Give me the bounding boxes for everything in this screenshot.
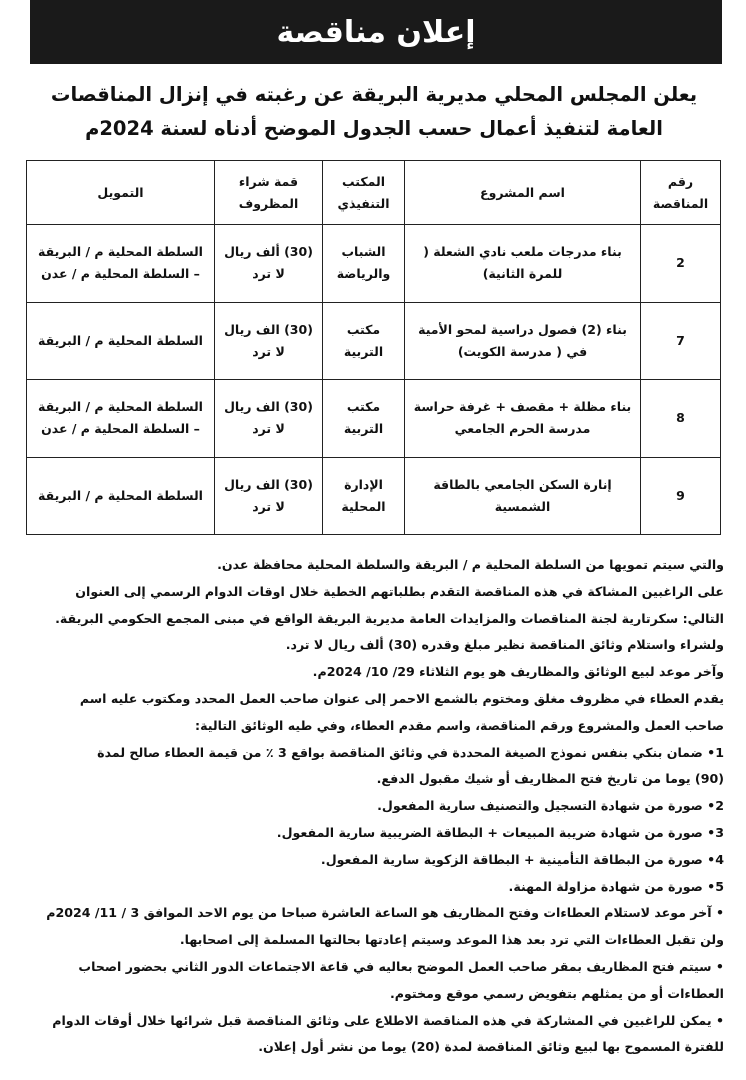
- cell-tender-number: 9: [641, 457, 721, 535]
- envelope-line-1: يقدم العطاء في مظروف مغلق ومختوم بالشمع الاحمر إلى عنوان صاحب العمل المحدد ومكتوب عليه اسم: [79, 690, 724, 706]
- header-envelope-price: قمة شراء المظروف: [215, 161, 323, 225]
- cell-executive-office: مكتب التربية: [323, 302, 405, 380]
- apply-line-2: التالي: سكرتارية لجنة المناقصات والمزايدات العامة مديرية البريقة الواقع في مبنى المجمع الحكومي البريقة.: [55, 610, 724, 626]
- cell-executive-office: الإدارة المحلية: [323, 457, 405, 535]
- funding-note: والتي سيتم تمويها من السلطة المحلية م / البريقة والسلطة المحلية محافظة عدن.: [217, 557, 724, 572]
- intro-heading: [28, 78, 720, 146]
- announcement-title: إعلان مناقصة: [276, 14, 476, 50]
- document-4: 4• صورة من البطاقة التأمينية + البطاقة الزكوية سارية المفعول.: [320, 851, 724, 867]
- apply-line-1: على الراغبين المشاكة في هذه المناقصة التقدم بطلباتهم الخطية خلال اوقات الدوام الرسمي إلى العنوان: [75, 583, 724, 599]
- header-funding: التمويل: [27, 161, 215, 225]
- table-row: [27, 457, 721, 535]
- announcement-body: [24, 552, 724, 1061]
- cell-funding: السلطة المحلية م / البريقة – السلطة المحلية م / عدن: [27, 380, 215, 458]
- cell-project-name: إنارة السكن الجامعي بالطاقة الشمسية: [405, 457, 641, 535]
- intro-line-1: يعلن المجلس المحلي مديرية البريقة عن رغبته في إنزال المناقصات: [50, 83, 698, 106]
- cell-envelope-price: (30) الف ريال لا ترد: [215, 302, 323, 380]
- intro-line-2: العامة لتنفيذ أعمال حسب الجدول الموضح أدناه لسنة 2024م: [85, 117, 663, 140]
- header-tender-number: رقم المناقصة: [641, 161, 721, 225]
- header-executive-office: المكتب التنفيذي: [323, 161, 405, 225]
- cell-project-name: بناء (2) فصول دراسية لمحو الأمية في ( مدرسة الكويت): [405, 302, 641, 380]
- opening-line-1: • سيتم فتح المظاريف بمقر صاحب العمل الموضح بعاليه في قاعة الاجتماعات الدور الثاني بحضور اصحاب: [78, 958, 724, 974]
- deadline-line-1: • آخر موعد لاستلام العطاءات وفتح المظاريف هو الساعة العاشرة صباحا من يوم الاحد الموافق 3 / 11/ 2024م: [46, 905, 724, 921]
- opening-line-2: العطاءات أو من يمثلهم بتفويض رسمي موقع ومختوم.: [389, 985, 724, 1001]
- cell-project-name: بناء مدرجات ملعب نادي الشعلة ( للمرة الثانية): [405, 225, 641, 303]
- deadline-line-2: ولن تقبل العطاءات التي ترد بعد هذا الموعد وسيتم إعادتها بحالتها المسلمة إلى اصحابها.: [179, 932, 724, 948]
- cell-funding: السلطة المحلية م / البريقة: [27, 302, 215, 380]
- cell-envelope-price: (30) ألف ريال لا ترد: [215, 225, 323, 303]
- cell-tender-number: 2: [641, 225, 721, 303]
- tenders-table: [26, 160, 721, 535]
- cell-project-name: بناء مظلة + مقصف + غرفة حراسة مدرسة الحرم الجامعي: [405, 380, 641, 458]
- table-row: [27, 302, 721, 380]
- table-row: [27, 225, 721, 303]
- document-2: 2• صورة من شهادة التسجيل والتصنيف سارية المفعول.: [377, 798, 724, 814]
- document-3: 3• صورة من شهادة ضريبة المبيعات + البطاقة الضريبية سارية المفعول.: [276, 824, 724, 840]
- announcement-banner: [30, 0, 722, 64]
- cell-envelope-price: (30) الف ريال لا ترد: [215, 380, 323, 458]
- document-1-line-1: 1• ضمان بنكي بنفس نموذج الصيغة المحددة في وثائق المناقصة بواقع 3 ٪ من قيمة العطاء صالح لمدة: [97, 744, 724, 760]
- review-line-1: • يمكن للراغبين في المشاركة في هذه المناقصة الاطلاع على وثائق المناقصة قبل شرائها خلال أوقات الدوام: [52, 1012, 724, 1028]
- last-sale-date: وآخر موعد لبيع الوثائق والمظاريف هو يوم الثلاثاء 29/ 10/ 2024م.: [312, 664, 724, 680]
- purchase-terms: ولشراء واستلام وثائق المناقصة نظير مبلغ وقدره (30) ألف ريال لا ترد.: [285, 637, 724, 653]
- document-1-line-2: (90) يوما من تاريخ فتح المظاريف أو شيك مقبول الدفع.: [376, 771, 724, 787]
- header-project-name: اسم المشروع: [405, 161, 641, 225]
- cell-funding: السلطة المحلية م / البريقة – السلطة المحلية م / عدن: [27, 225, 215, 303]
- cell-funding: السلطة المحلية م / البريقة: [27, 457, 215, 535]
- cell-tender-number: 7: [641, 302, 721, 380]
- table-row: [27, 380, 721, 458]
- table-header-row: [27, 161, 721, 225]
- review-line-2: للفترة المسموح بها لبيع وثائق المناقصة لمدة (20) يوما من نشر أول إعلان.: [258, 1039, 724, 1055]
- cell-envelope-price: (30) الف ريال لا ترد: [215, 457, 323, 535]
- envelope-line-2: صاحب العمل والمشروع ورقم المناقصة، واسم مقدم العطاء، وفي طيه الوثائق التالية:: [195, 717, 724, 733]
- cell-executive-office: مكتب التربية: [323, 380, 405, 458]
- cell-tender-number: 8: [641, 380, 721, 458]
- cell-executive-office: الشباب والرياضة: [323, 225, 405, 303]
- document-5: 5• صورة من شهادة مزاولة المهنة.: [508, 878, 724, 894]
